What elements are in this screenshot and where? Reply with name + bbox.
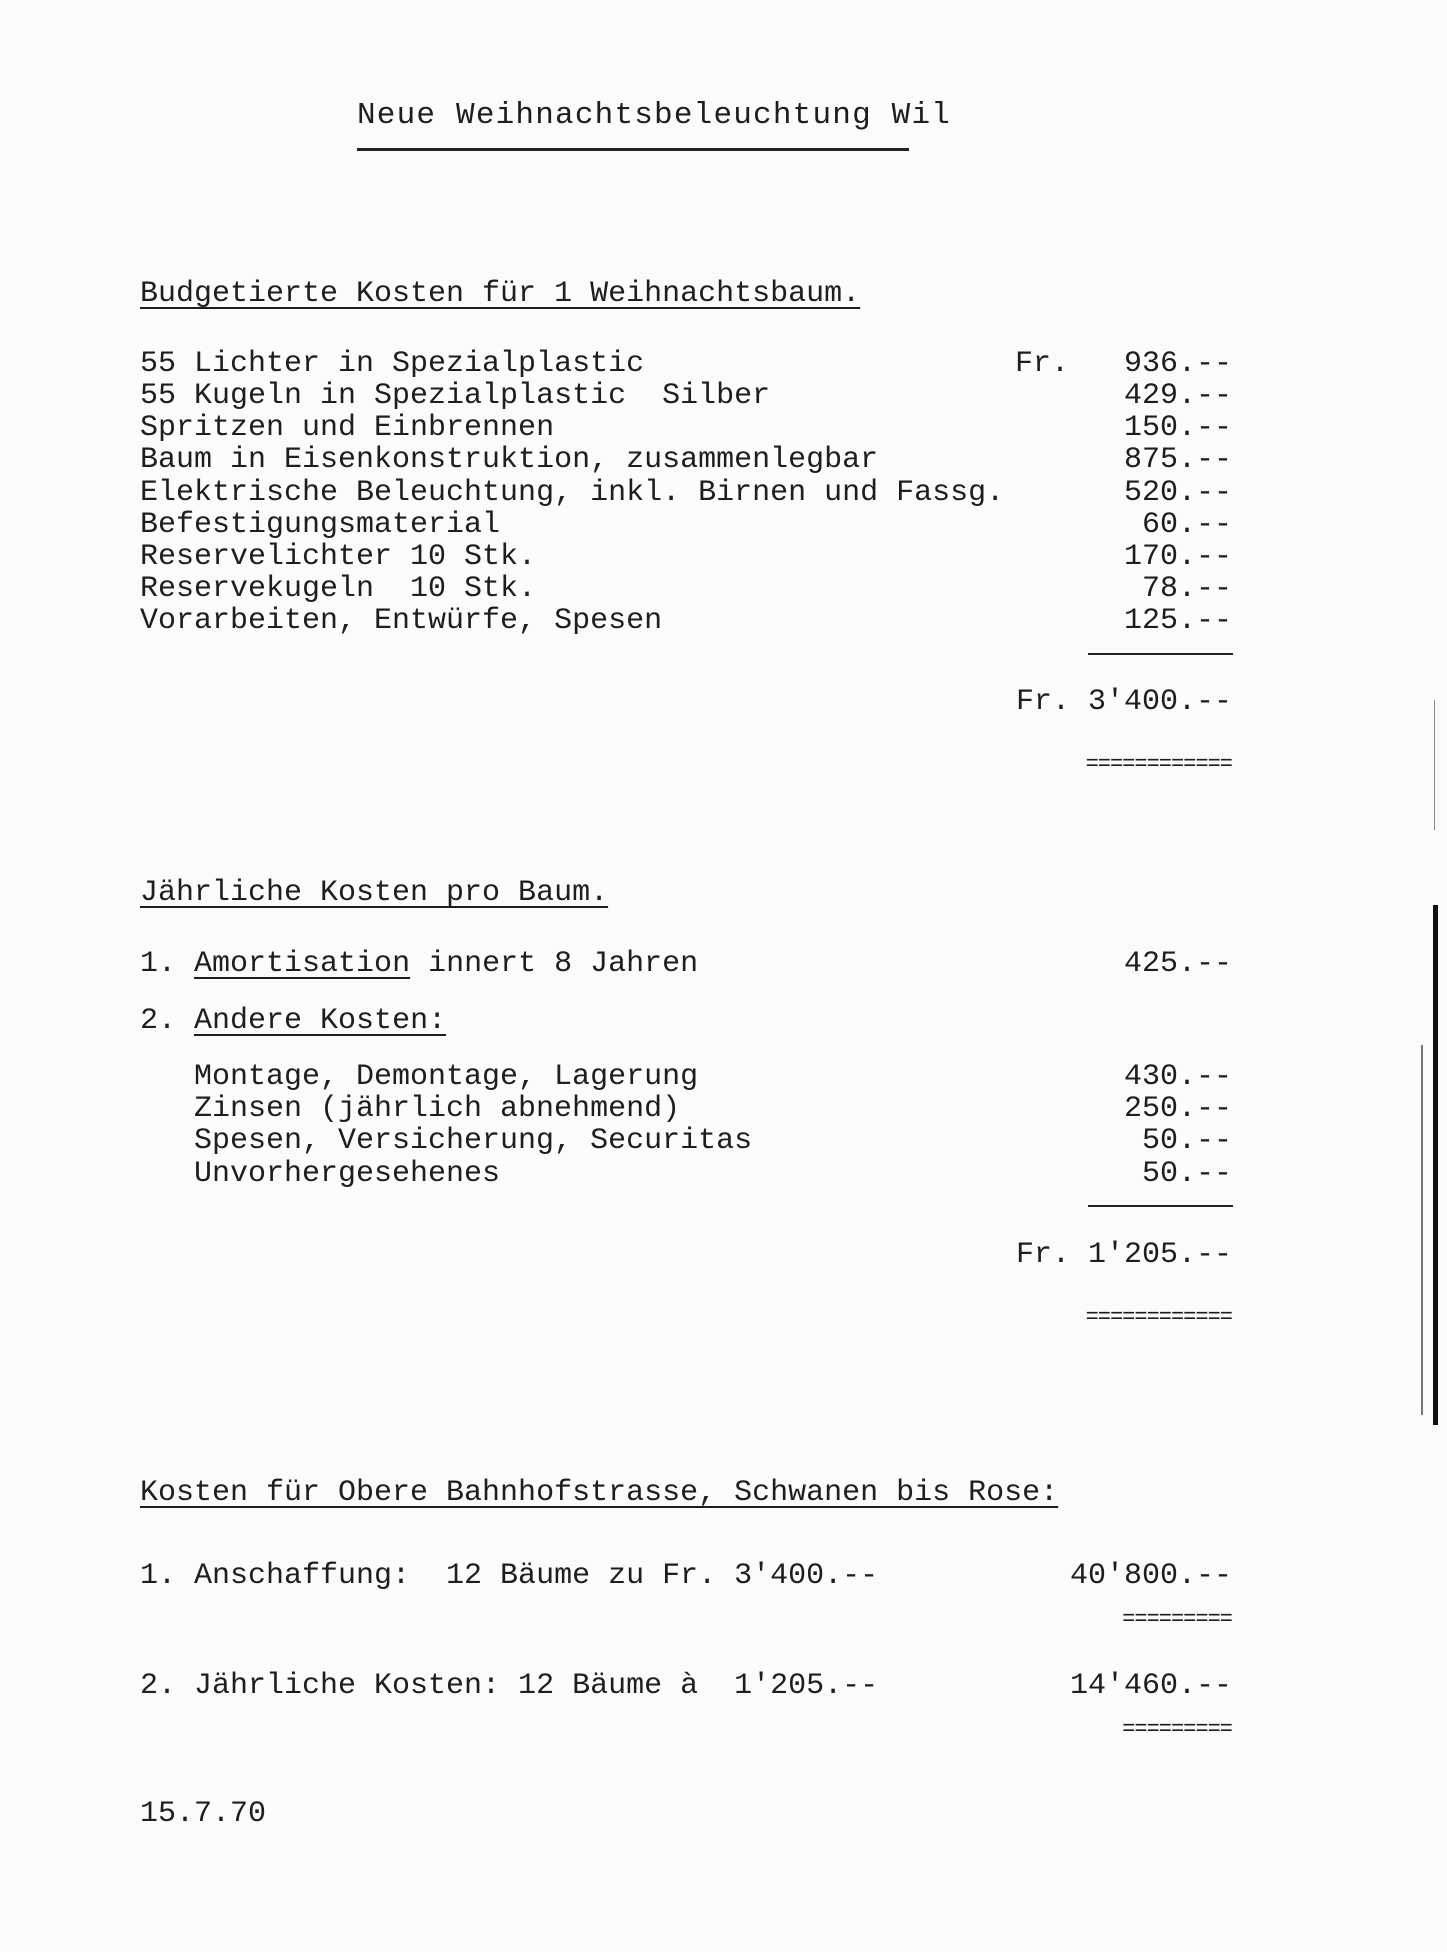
item-number: 1. bbox=[140, 947, 177, 981]
cost-item-amount: 430.-- bbox=[1123, 1060, 1232, 1094]
document-title: Neue Weihnachtsbeleuchtung Wil bbox=[357, 98, 952, 133]
double-rule: ============ bbox=[1085, 752, 1232, 777]
cost-item-amount: 429.-- bbox=[1123, 379, 1232, 413]
cost-item-amount: 520.-- bbox=[1123, 476, 1232, 510]
scan-edge-line bbox=[1421, 1045, 1423, 1415]
other-costs-label: Andere Kosten: bbox=[194, 1004, 447, 1038]
acquisition-amount: 40'800.-- bbox=[1069, 1559, 1232, 1593]
cost-item-amount: 936.-- bbox=[1123, 347, 1232, 381]
cost-item-label: Elektrische Beleuchtung, inkl. Birnen und Fassg. bbox=[140, 476, 1005, 510]
section1-total: Fr. 3'400.-- bbox=[1015, 685, 1232, 719]
amortisation-label: Amortisation bbox=[194, 947, 411, 981]
cost-item-label: Reservelichter 10 Stk. bbox=[140, 540, 537, 574]
section3-heading: Kosten für Obere Bahnhofstrasse, Schwanen bis Rose: bbox=[140, 1476, 1059, 1510]
section2-heading: Jährliche Kosten pro Baum. bbox=[140, 876, 609, 910]
amortisation-amount: 425.-- bbox=[1123, 947, 1232, 981]
acquisition-item: 1. Anschaffung: 12 Bäume zu Fr. 3'400.-- bbox=[140, 1559, 879, 1593]
other-costs-item bbox=[140, 1005, 446, 1037]
item-number: 2. bbox=[140, 1004, 177, 1038]
cost-item-label: Spesen, Versicherung, Securitas bbox=[194, 1124, 753, 1158]
cost-item-label: Baum in Eisenkonstruktion, zusammenlegbar bbox=[140, 443, 879, 477]
cost-item-amount: 150.-- bbox=[1123, 411, 1232, 445]
subtotal-rule bbox=[1088, 653, 1233, 655]
scan-edge-bar bbox=[1433, 905, 1438, 1425]
subtotal-rule bbox=[1088, 1205, 1233, 1207]
cost-item-amount: 875.-- bbox=[1123, 443, 1232, 477]
cost-item-label: Reservekugeln 10 Stk. bbox=[140, 572, 537, 606]
cost-item-label: Zinsen (jährlich abnehmend) bbox=[194, 1092, 681, 1126]
double-rule: ============ bbox=[1085, 1305, 1232, 1330]
amortisation-item bbox=[140, 948, 698, 980]
cost-item-amount: 125.-- bbox=[1123, 604, 1232, 638]
double-rule: ========= bbox=[1122, 1717, 1232, 1742]
cost-item-label: Spritzen und Einbrennen bbox=[140, 411, 555, 445]
cost-item-amount: 250.-- bbox=[1123, 1092, 1232, 1126]
document-date: 15.7.70 bbox=[140, 1797, 267, 1831]
double-rule: ========= bbox=[1122, 1607, 1232, 1632]
cost-item-amount: 50.-- bbox=[1141, 1157, 1232, 1191]
cost-item-label: Vorarbeiten, Entwürfe, Spesen bbox=[140, 604, 663, 638]
section2-total: Fr. 1'205.-- bbox=[1015, 1238, 1232, 1272]
cost-item-label: 55 Lichter in Spezialplastic bbox=[140, 347, 645, 381]
cost-item-label: Montage, Demontage, Lagerung bbox=[194, 1060, 699, 1094]
annual-costs-item: 2. Jährliche Kosten: 12 Bäume à 1'205.-- bbox=[140, 1669, 879, 1703]
currency-label: Fr. bbox=[1015, 347, 1070, 381]
annual-costs-amount: 14'460.-- bbox=[1069, 1669, 1232, 1703]
cost-item-amount: 50.-- bbox=[1141, 1124, 1232, 1158]
title-underline bbox=[357, 148, 909, 151]
cost-item-label: 55 Kugeln in Spezialplastic Silber bbox=[140, 379, 771, 413]
amortisation-rest: innert 8 Jahren bbox=[410, 947, 699, 981]
cost-item-amount: 78.-- bbox=[1141, 572, 1232, 606]
cost-item-amount: 60.-- bbox=[1141, 508, 1232, 542]
section1-heading: Budgetierte Kosten für 1 Weihnachtsbaum. bbox=[140, 277, 861, 311]
cost-item-label: Befestigungsmaterial bbox=[140, 508, 501, 542]
scan-edge-mark bbox=[1434, 700, 1435, 830]
cost-item-label: Unvorhergesehenes bbox=[194, 1157, 501, 1191]
cost-item-amount: 170.-- bbox=[1123, 540, 1232, 574]
